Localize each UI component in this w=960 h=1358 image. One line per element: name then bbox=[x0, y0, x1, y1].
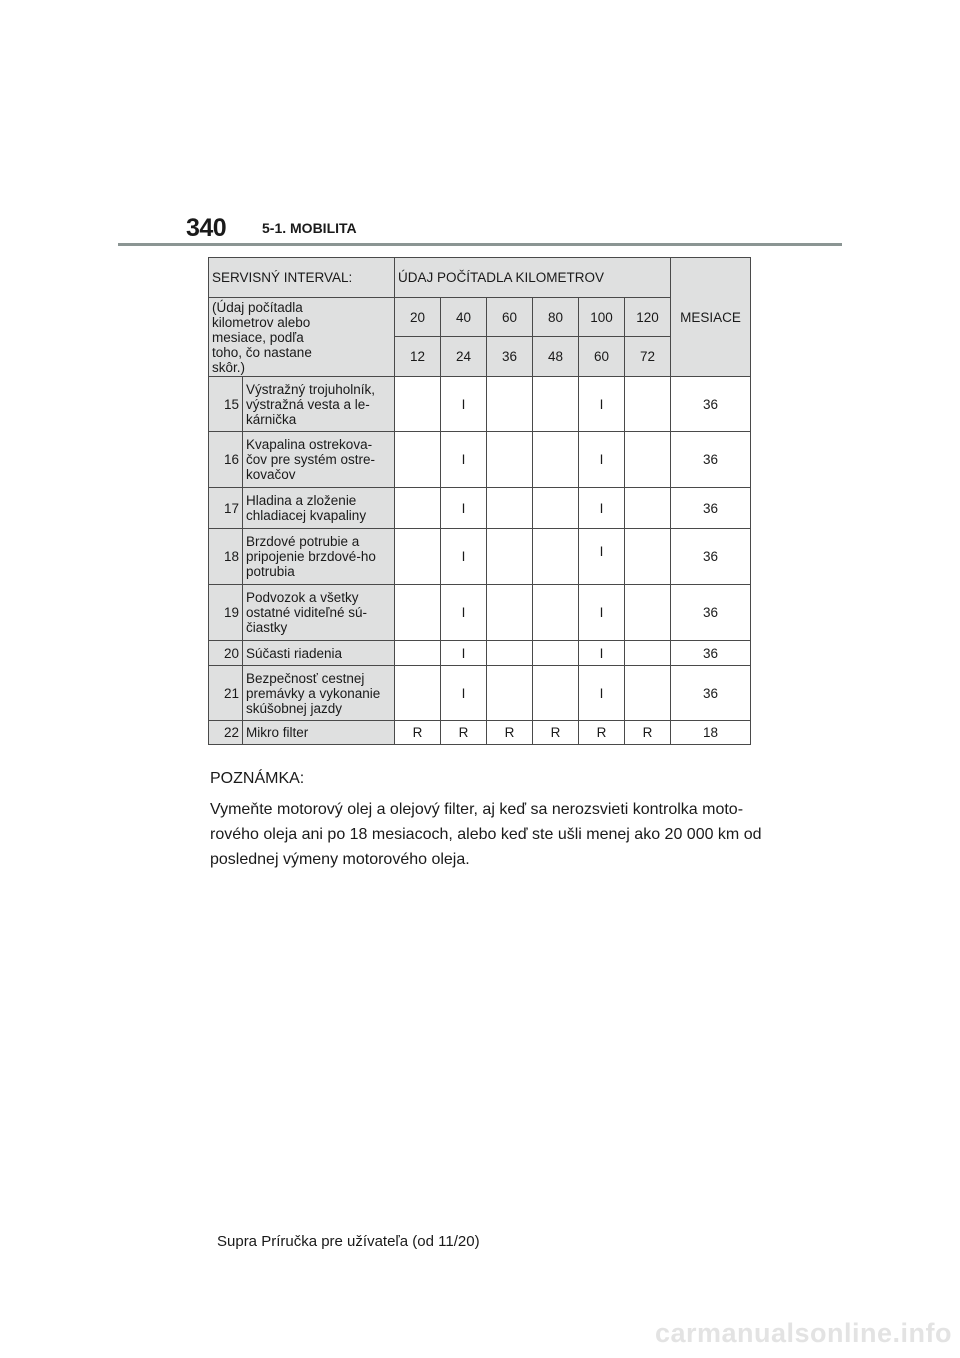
check-cell bbox=[625, 377, 671, 432]
row-item: Podvozok a všetky ostatné viditeľné sú-čiastky bbox=[243, 585, 395, 641]
check-cell: I bbox=[579, 666, 625, 721]
check-cell: I bbox=[441, 666, 487, 721]
check-cell bbox=[625, 529, 671, 585]
row-item: Brzdové potrubie a pripojenie brzdové-ho potrubia bbox=[243, 529, 395, 585]
row-months: 36 bbox=[671, 529, 751, 585]
check-cell bbox=[487, 377, 533, 432]
table-row bbox=[209, 666, 751, 721]
table-row bbox=[209, 585, 751, 641]
check-cell bbox=[487, 585, 533, 641]
check-cell bbox=[533, 529, 579, 585]
row-item: Bezpečnosť cestnej premávky a vykonanie skúšobnej jazdy bbox=[243, 666, 395, 721]
check-cell: I bbox=[441, 641, 487, 666]
check-cell bbox=[487, 529, 533, 585]
mile-value: 24 bbox=[441, 337, 487, 377]
row-number: 15 bbox=[209, 377, 243, 432]
header-divider bbox=[118, 243, 842, 246]
check-cell: I bbox=[441, 488, 487, 529]
row-number: 22 bbox=[209, 721, 243, 745]
header-row-km bbox=[209, 298, 751, 337]
row-months: 18 bbox=[671, 721, 751, 745]
check-cell: R bbox=[395, 721, 441, 745]
check-cell bbox=[533, 641, 579, 666]
check-cell bbox=[533, 666, 579, 721]
row-number: 16 bbox=[209, 432, 243, 488]
check-cell bbox=[487, 432, 533, 488]
check-cell bbox=[533, 488, 579, 529]
check-cell bbox=[395, 488, 441, 529]
check-cell bbox=[395, 585, 441, 641]
row-months: 36 bbox=[671, 585, 751, 641]
check-cell: I bbox=[441, 377, 487, 432]
km-value: 40 bbox=[441, 298, 487, 337]
mile-value: 36 bbox=[487, 337, 533, 377]
check-cell: I bbox=[579, 377, 625, 432]
check-cell bbox=[625, 666, 671, 721]
footer-text: Supra Príručka pre užívateľa (od 11/20) bbox=[217, 1233, 480, 1250]
odometer-label: ÚDAJ POČÍTADLA KILOMETROV bbox=[395, 258, 671, 298]
row-number: 18 bbox=[209, 529, 243, 585]
maintenance-schedule-table bbox=[208, 257, 751, 745]
row-months: 36 bbox=[671, 432, 751, 488]
km-value: 20 bbox=[395, 298, 441, 337]
check-cell bbox=[487, 666, 533, 721]
check-cell: R bbox=[441, 721, 487, 745]
table-row bbox=[209, 641, 751, 666]
row-months: 36 bbox=[671, 377, 751, 432]
row-months: 36 bbox=[671, 666, 751, 721]
check-cell: R bbox=[487, 721, 533, 745]
months-label: MESIACE bbox=[671, 258, 751, 377]
mile-value: 48 bbox=[533, 337, 579, 377]
km-value: 60 bbox=[487, 298, 533, 337]
table-row bbox=[209, 377, 751, 432]
row-number: 20 bbox=[209, 641, 243, 666]
check-cell bbox=[625, 585, 671, 641]
table-row bbox=[209, 488, 751, 529]
km-value: 100 bbox=[579, 298, 625, 337]
check-cell bbox=[533, 585, 579, 641]
reading-note: (Údaj počítadla kilometrov alebo mesiace, podľa toho, čo nastane skôr.) bbox=[212, 299, 312, 375]
row-item: Mikro filter bbox=[243, 721, 395, 745]
note-text: Vymeňte motorový olej a olejový filter, aj keď sa nerozsvieti kontrolka moto-rového oleja ani po 18 mesiacoch, alebo keď ste ušli menej ako 20 000 km od poslednej výmeny motorového oleja. bbox=[210, 801, 762, 868]
check-cell: R bbox=[533, 721, 579, 745]
row-item: Výstražný trojuholník, výstražná vesta a le-kárnička bbox=[243, 377, 395, 432]
table-row bbox=[209, 529, 751, 585]
mile-value: 60 bbox=[579, 337, 625, 377]
check-cell: R bbox=[625, 721, 671, 745]
table-row bbox=[209, 721, 751, 745]
check-cell bbox=[579, 529, 625, 585]
page-number: 340 bbox=[186, 214, 227, 242]
check-cell bbox=[487, 488, 533, 529]
check-cell: I bbox=[441, 529, 487, 585]
row-item: Súčasti riadenia bbox=[243, 641, 395, 666]
check-cell: I bbox=[579, 432, 625, 488]
check-cell: I bbox=[579, 641, 625, 666]
row-number: 17 bbox=[209, 488, 243, 529]
check-cell bbox=[395, 641, 441, 666]
check-cell: I bbox=[579, 488, 625, 529]
check-cell: I bbox=[441, 585, 487, 641]
row-item: Hladina a zloženie chladiacej kvapaliny bbox=[243, 488, 395, 529]
row-number: 19 bbox=[209, 585, 243, 641]
row-item: Kvapalina ostrekova-čov pre systém ostre-kovačov bbox=[243, 432, 395, 488]
interval-label: SERVISNÝ INTERVAL: bbox=[209, 258, 395, 298]
note-label: POZNÁMKA: bbox=[210, 770, 305, 787]
check-cell: I bbox=[441, 432, 487, 488]
check-cell bbox=[395, 377, 441, 432]
row-months: 36 bbox=[671, 641, 751, 666]
watermark: carmanualsonline.info bbox=[654, 1318, 952, 1348]
section-title: 5-1. MOBILITA bbox=[262, 220, 357, 236]
row-number: 21 bbox=[209, 666, 243, 721]
mile-value: 72 bbox=[625, 337, 671, 377]
check-cell bbox=[625, 488, 671, 529]
check-cell bbox=[533, 432, 579, 488]
check-cell: I bbox=[579, 585, 625, 641]
mile-value: 12 bbox=[395, 337, 441, 377]
check-cell bbox=[625, 641, 671, 666]
check-cell bbox=[533, 377, 579, 432]
km-value: 120 bbox=[625, 298, 671, 337]
check-cell bbox=[395, 666, 441, 721]
row-months: 36 bbox=[671, 488, 751, 529]
check-cell bbox=[487, 641, 533, 666]
table-row bbox=[209, 432, 751, 488]
check-cell bbox=[625, 432, 671, 488]
check-cell: R bbox=[579, 721, 625, 745]
note-block bbox=[210, 766, 770, 872]
header-row-interval bbox=[209, 258, 751, 298]
km-value: 80 bbox=[533, 298, 579, 337]
check-cell bbox=[395, 432, 441, 488]
check-cell bbox=[395, 529, 441, 585]
check-mark-raised: I bbox=[599, 544, 604, 559]
